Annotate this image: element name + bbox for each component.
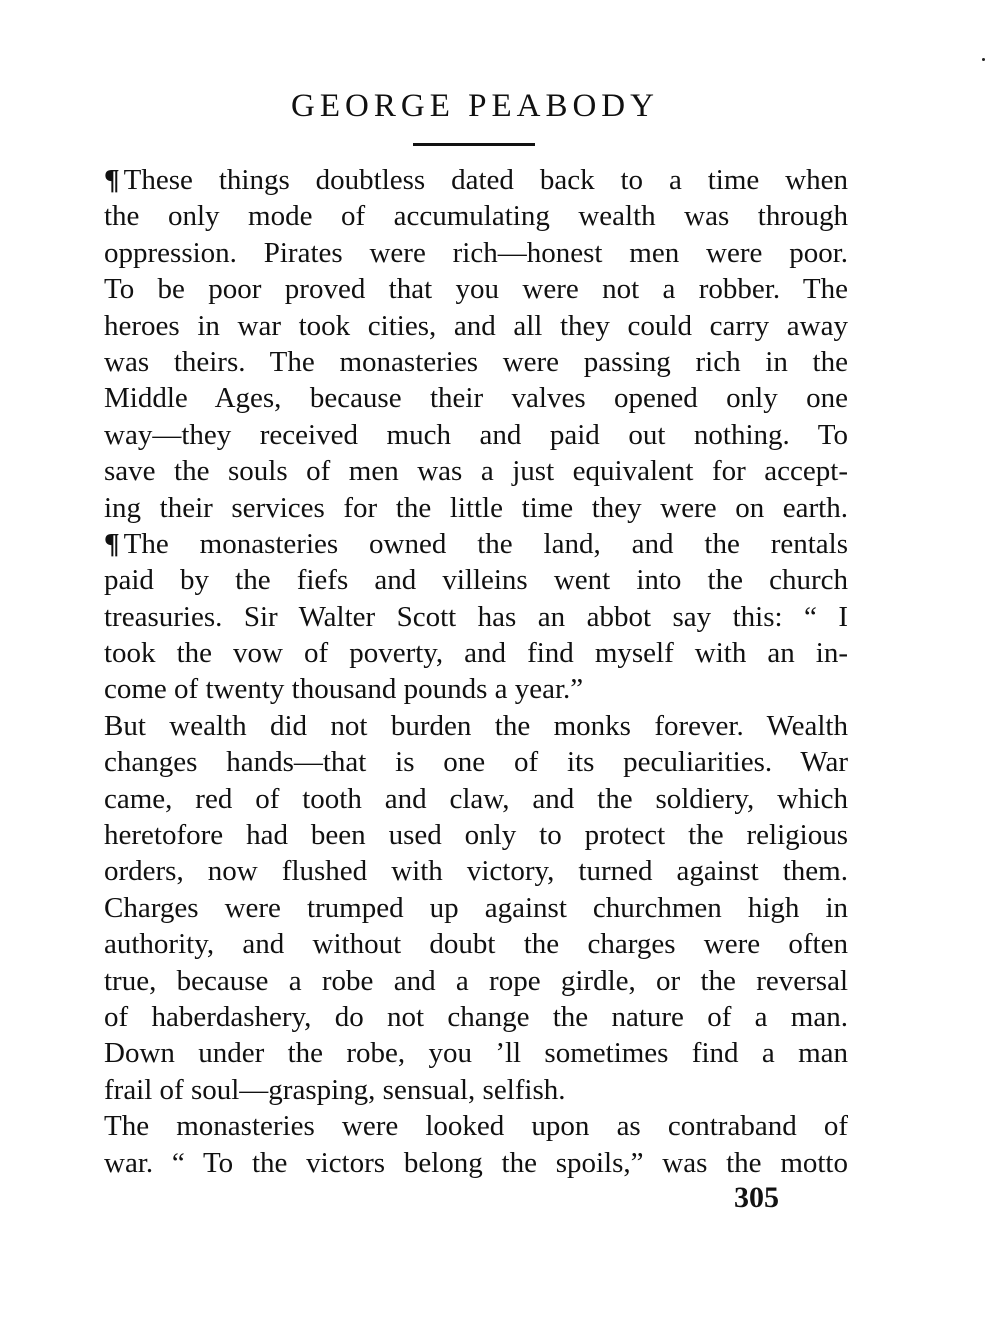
text-line: paid by the fiefs and villeins went into the church xyxy=(104,564,848,597)
pilcrow-mark: ¶ xyxy=(104,527,120,560)
body-text xyxy=(104,162,848,1181)
text-line: of haberdashery, do not change the nature of a man. xyxy=(104,1000,848,1033)
text-line: Down under the robe, you ’ll sometimes find a man xyxy=(104,1037,848,1070)
text-line xyxy=(104,162,848,198)
text-line: war. “ To the victors belong the spoils,” was the motto xyxy=(104,1146,848,1179)
text-line: way—they received much and paid out nothing. To xyxy=(104,418,848,451)
text-line: To be poor proved that you were not a robber. The xyxy=(104,273,848,306)
text-line: Middle Ages, because their valves opened only one xyxy=(104,382,848,415)
line-text: These things doubtless dated back to a time when xyxy=(123,164,848,196)
text-line: treasuries. Sir Walter Scott has an abbot say this: “ I xyxy=(104,600,848,633)
text-line: orders, now flushed with victory, turned against them. xyxy=(104,855,848,888)
text-line: The monasteries were looked upon as contraband of xyxy=(104,1110,848,1143)
text-line: changes hands—that is one of its peculiarities. War xyxy=(104,746,848,779)
line-text: The monasteries owned the land, and the rentals xyxy=(123,527,848,560)
text-line: authority, and without doubt the charges were often xyxy=(104,928,848,961)
text-line: save the souls of men was a just equivalent for accept- xyxy=(104,455,848,488)
print-speck xyxy=(982,58,985,61)
pilcrow-mark: ¶ xyxy=(104,164,120,196)
text-line: come of twenty thousand pounds a year.” xyxy=(104,673,584,706)
page-number: 305 xyxy=(734,1181,779,1214)
running-head: GEORGE PEABODY xyxy=(291,88,659,124)
text-line: was theirs. The monasteries were passing rich in the xyxy=(104,345,848,378)
text-line: took the vow of poverty, and find myself with an in- xyxy=(104,637,848,670)
text-line: frail of soul—grasping, sensual, selfish. xyxy=(104,1073,566,1106)
text-line: oppression. Pirates were rich—honest men were poor. xyxy=(104,236,848,269)
text-line: heretofore had been used only to protect the religious xyxy=(104,819,848,852)
text-line: heroes in war took cities, and all they could carry away xyxy=(104,309,848,342)
text-line: came, red of tooth and claw, and the soldiery, which xyxy=(104,782,848,815)
text-line: true, because a robe and a rope girdle, or the reversal xyxy=(104,964,848,997)
head-rule xyxy=(413,143,535,146)
text-line: Charges were trumped up against churchmen high in xyxy=(104,891,848,924)
text-line: ing their services for the little time they were on earth. xyxy=(104,491,848,524)
text-line: But wealth did not burden the monks forever. Wealth xyxy=(104,709,848,742)
text-line: the only mode of accumulating wealth was through xyxy=(104,200,848,233)
text-line xyxy=(104,526,848,562)
